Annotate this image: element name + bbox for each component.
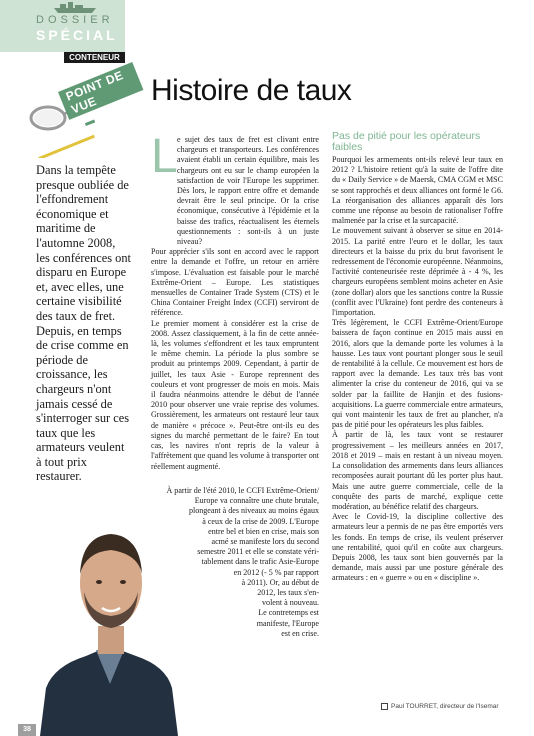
text-line: à 2011). Or, au début de <box>241 577 319 587</box>
text-line: entre bel et bien en crise, mais son <box>208 526 319 536</box>
text-line: à ceux de la crise de 2009. L'Europe <box>202 516 319 526</box>
article-title: Histoire de taux <box>151 74 352 107</box>
section-subheading: Pas de pitié pour les opérateurs faibles <box>332 130 481 153</box>
dossier-special-badge <box>0 0 125 52</box>
text-line: Europe va connaître une chute brutale, <box>194 496 319 506</box>
drop-cap: L <box>151 130 178 183</box>
text-line: tablement dans le trafic Asie-Europe <box>201 557 319 567</box>
article-column-2 <box>332 131 503 584</box>
text-line: 2012, les taux s'en- <box>257 588 319 598</box>
point-de-vue-graphic <box>28 67 138 158</box>
text-line: manifeste, l'Europe <box>256 618 319 628</box>
signature-text: Paul TOURRET, directeur de l'Isemar <box>391 703 499 711</box>
paragraph: Très légèrement, le CCFI Extrême-Orient/Europe baissera de façon continue en 2015 mais aussi en 2016, alors que la demande porte les volumes à la hausse. Les taux vont pourtant plonger sous le seuil de rentabilité à la cellule. Ce mouvement est hors de rapport avec la demande. Les taux très bas vont alimenter la crise du conteneur de 2016, qui va se solder par la faillite de Hanjin et des fusions-acquisitions. La guerre commerciale entre armateurs, qui vont maintenir les taux de fret au plancher, n'a pas de pitié pour les opérateurs les plus faibles. <box>332 318 503 430</box>
section-tag: CONTENEUR <box>64 52 125 63</box>
text-line: volent à nouveau. <box>262 598 319 608</box>
text-line: acmé se manifeste lors du second <box>211 537 319 547</box>
dossier-label: DOSSIER <box>36 14 114 26</box>
paragraph: Le mouvement suivant à observer se situe en 2014-2015. La parité entre l'euro et le dollar, les taux directeurs et la baisse du prix du brut favorisent le redressement de l'économie européenne. Néanmoins, l'activité conteneurisée reste déprimée à - 4 %, les chargeurs européens semblent moins acheter en Asie (zone dollar) alors que les sanctions contre la Russie (conflit avec l'Ukraine) font perdre des conteneurs à l'importation. <box>332 226 503 318</box>
paragraph: Pourquoi les armements ont-ils relevé leur taux en 2012 ? L'histoire retient qu'à la suite de l'offre dite du « Daily Service » de Maersk, CMA CGM et MSC se sont rapprochés et deux alliances ont formé le G6. La réorganisation des alliances apparaît dès lors comme une réponse au besoin de rationaliser l'offre malmenée par la crise et la surcapacité. <box>332 155 503 226</box>
text-line: plongeant à des niveaux au moins égaux <box>188 506 319 516</box>
paragraph: Pour apprécier s'ils sont en accord avec le rapport entre la demande et l'offre, un retour en arrière s'impose. L'évaluation est faisable pour le marché Extrême-Orient – Europe. Les statistiques mensuelles de Container Trade System (CTS) et le China Container Freight Index (CCFI) serviront de référence. <box>151 247 319 318</box>
author-portrait <box>40 488 178 736</box>
special-label: SPÉCIAL <box>36 27 118 43</box>
text-line: est en crise. <box>281 628 319 638</box>
article-column-1 <box>151 130 319 472</box>
text-line: Le contretemps est <box>258 608 319 618</box>
ship-icon <box>52 2 98 14</box>
paragraph: Le premier moment à considérer est la crise de 2008. Assez classiquement, à la fin de cette année-là, les volumes s'effondrent et les taux empruntent le même chemin. La période la plus sombre se produit au printemps 2009. Cependant, à partir de juillet, les taux Asie - Europe reprennent des couleurs et vont progresser de mois en mois. Mais il faudra néanmoins attendre le début de l'année 2010 pour observer une vraie reprise des volumes. Grossièrement, les armateurs ont restauré leur taux de manière « précoce ». Peut-être ont-ils eu des signes du marché permettant de le faire? En tout cas, les navires n'ont repris de la valeur à l'affrètement que quand les volume à transporter ont réellement augmenté. <box>151 318 319 471</box>
paragraph: À partir de là, les taux vont se restaurer progressivement – les meilleurs années en 2017, 2018 et 2019 – mais en restant à un niveau moyen. La consolidation des armements dans leurs alliances recomposées aurait pourtant dû les porter plus haut. Mais une autre guerre commerciale, celle de la conquête des parts de marché, explique cette modération, au bénéfice relatif des chargeurs. <box>332 430 503 511</box>
text-line: semestre 2011 et elle se constate véri- <box>197 547 319 557</box>
square-icon <box>381 703 388 710</box>
text-line: À partir de l'été 2010, le CCFI Extrême-Orient/ <box>166 486 319 495</box>
text-line: en 2012 (- 5 % par rapport <box>233 567 319 577</box>
intro-text: Dans la tempête presque oubliée de l'effondrement économique et maritime de l'automne 2008, les conférences ont disparu en Europe et, avec elles, une certaine visibilité des taux de fret. Depuis, en temps de crise comme en période de croissance, les chargeurs n'ont jamais cessé de s'interroger sur ces taux que les armateurs veulent à tout prix restaurer. <box>36 163 131 484</box>
paragraph: Avec le Covid-19, la discipline collective des armateurs leur a permis de ne pas être emportés vers les fonds. En temps de crise, ils veulent préserver une rentabilité, quoi qu'il en coûte aux chargeurs. Depuis 2008, les taux sont bien gouvernés par la demande, mais aussi par une posture générale des armateurs : en « guerre » ou en « discipline ». <box>332 512 503 583</box>
point-de-vue-label: POINT DE VUE <box>58 62 143 120</box>
page-number: 38 <box>18 724 36 736</box>
author-signature <box>381 703 499 710</box>
paragraph: e sujet des taux de fret est clivant entre chargeurs et transporteurs. Les conférences avaient établi un certain équilibre, mais les chargeurs ont eu sur le champ européen la satisfaction de voir l'Europe les supprimer. Dès lors, le rapport entre offre et demande devrait être le seul principe. Or la crise économique, consécutive à l'épidémie et la baisse des trafics, réactualisent les éternels questionnements : sont-ils à un juste niveau? <box>177 135 319 247</box>
